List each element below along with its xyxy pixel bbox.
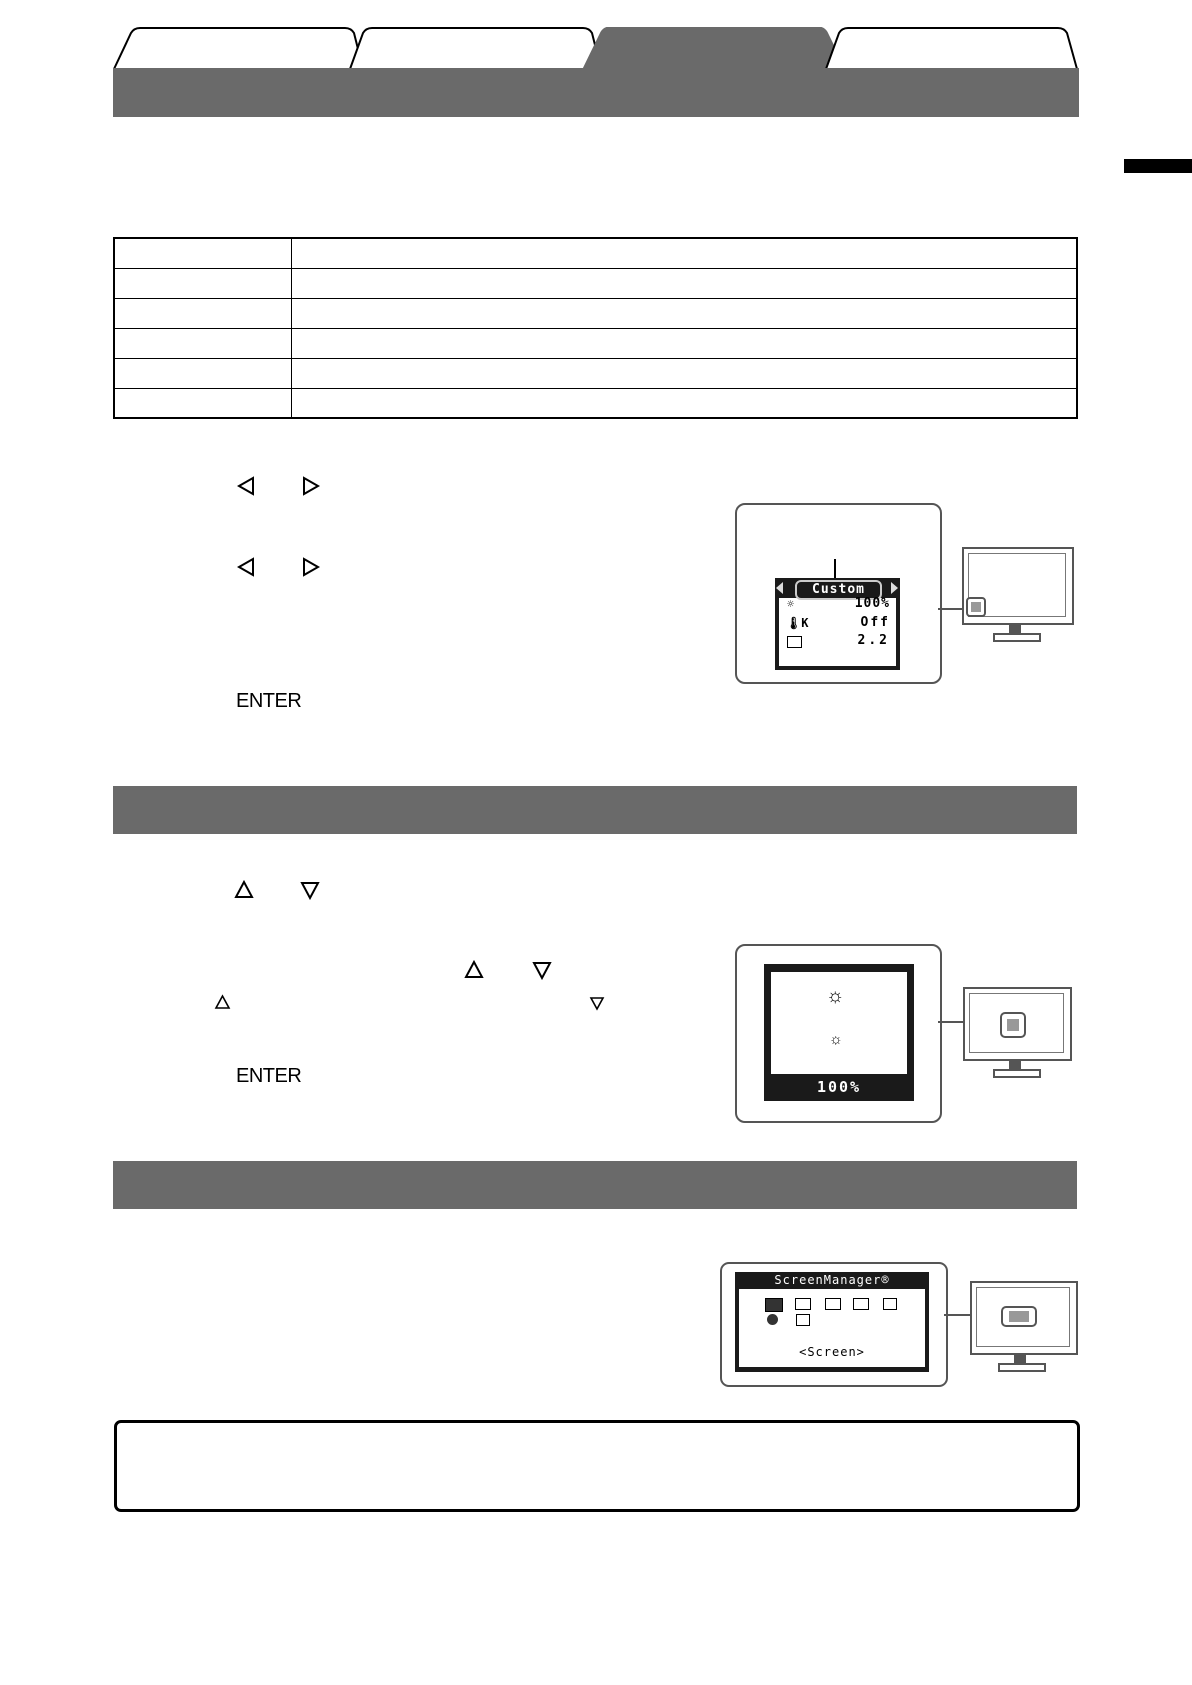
monitor-stand — [1009, 1059, 1021, 1069]
brightness-value: 100% — [854, 596, 890, 611]
mode-table — [113, 237, 1078, 419]
down-arrow-icon — [300, 880, 320, 900]
tab-4 — [826, 28, 1077, 69]
monitor-base — [993, 633, 1041, 642]
section-bar-brightness — [113, 786, 1077, 834]
gamma-value: 2.2 — [857, 633, 890, 648]
table-row — [114, 358, 1077, 388]
note-box — [114, 1420, 1080, 1512]
mode-name: Custom — [795, 580, 882, 600]
down-arrow-icon — [532, 960, 552, 980]
enter-key-label: ENTER — [236, 1065, 302, 1087]
brightness-low-icon: ☼ — [829, 1031, 843, 1048]
table-row — [114, 328, 1077, 358]
section-bar-screenmanager — [113, 1161, 1077, 1209]
preset-osd-window — [775, 578, 900, 670]
screenmanager-title: ScreenManager® — [774, 1273, 890, 1287]
information-menu-icon — [796, 1314, 810, 1326]
brightness-high-icon: ☼ — [826, 985, 845, 1007]
table-row — [114, 238, 1077, 268]
up-arrow-icon — [234, 880, 254, 900]
osd-indicator — [966, 597, 986, 617]
brightness-icon: ☼ — [787, 597, 795, 611]
language-menu-icon — [767, 1314, 778, 1325]
next-mode-arrow-icon — [891, 582, 898, 594]
monitor-base — [993, 1069, 1041, 1078]
right-arrow-icon — [301, 476, 321, 496]
monitor-base — [998, 1363, 1046, 1372]
monitor-icon — [962, 547, 1074, 625]
monitor-stand — [1014, 1353, 1026, 1363]
header-tabs — [113, 27, 1079, 117]
up-arrow-icon — [464, 960, 484, 980]
tab-3-active — [583, 27, 845, 69]
temperature-icon: 🌡K — [786, 616, 809, 630]
tab-2 — [350, 28, 601, 69]
temperature-value: Off — [860, 615, 890, 630]
brightness-osd-value: 100% — [816, 1078, 862, 1096]
osd-indicator — [1001, 1306, 1037, 1327]
table-row — [114, 298, 1077, 328]
gamma-icon — [787, 636, 802, 648]
selected-menu-label: <Screen> — [799, 1345, 865, 1359]
picture-menu-icon — [825, 1298, 841, 1310]
left-arrow-icon — [236, 557, 256, 577]
table-row — [114, 268, 1077, 298]
osd-indicator — [1000, 1012, 1026, 1038]
others-menu-icon — [883, 1298, 897, 1310]
down-arrow-small-icon — [589, 996, 605, 1011]
language-tab-marker — [1124, 159, 1192, 173]
sound-menu-icon — [853, 1298, 869, 1310]
enter-key-label: ENTER — [236, 690, 302, 712]
monitor-stand — [1009, 623, 1021, 633]
brightness-osd-window — [764, 964, 914, 1101]
tab-1 — [114, 28, 363, 69]
prev-mode-arrow-icon — [776, 582, 783, 594]
monitor-icon — [963, 987, 1072, 1061]
color-menu-icon — [795, 1298, 811, 1310]
right-arrow-icon — [301, 557, 321, 577]
up-arrow-small-icon — [214, 994, 231, 1010]
screen-menu-icon — [765, 1298, 783, 1312]
table-row — [114, 388, 1077, 418]
header-bar — [113, 68, 1079, 117]
connector-line — [938, 608, 964, 610]
left-arrow-icon — [236, 476, 256, 496]
screenmanager-osd-window — [735, 1272, 929, 1372]
monitor-icon — [970, 1281, 1078, 1355]
